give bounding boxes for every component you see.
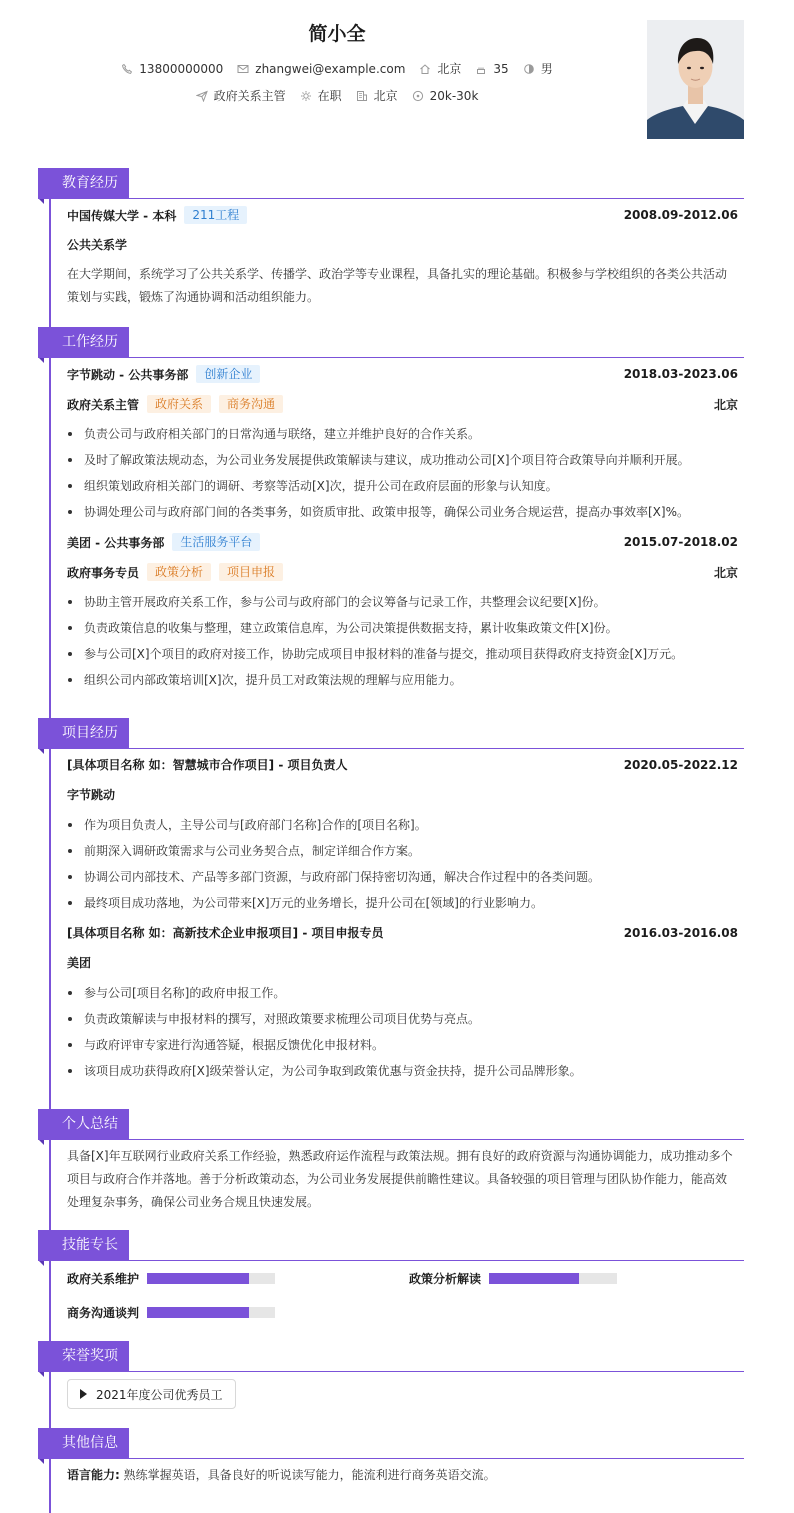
phone-icon [121,63,133,75]
list-item: 最终项目成功落地，为公司带来[X]万元的业务增长，提升公司在[领域]的行业影响力。 [67,890,738,916]
skill-name: 商务沟通谈判 [67,1306,140,1320]
project-name: [具体项目名称 如：智慧城市合作项目] - 项目负责人 [67,758,348,772]
section-rule [38,1458,744,1459]
project-org: 字节跳动 [67,788,116,802]
list-item: 负责政策解读与申报材料的撰写，对照政策要求梳理公司项目优势与亮点。 [67,1006,738,1032]
send-icon [196,90,208,102]
project-period: 2020.05-2022.12 [623,757,738,772]
section-projects [38,718,744,749]
city-text: 北京 [437,62,462,76]
list-item: 作为项目负责人，主导公司与[政府部门名称]合作的[项目名称]。 [67,812,738,838]
skill-bar [147,1273,275,1284]
list-item: 及时了解政策法规动态，为公司业务发展提供政策解读与建议，成功推动公司[X]个项目符合政策导向并顺利开展。 [67,447,738,473]
section-title: 技能专长 [38,1230,129,1260]
mail-icon [237,63,249,75]
skill-item [67,1304,275,1321]
play-triangle-icon [80,1389,87,1399]
section-rule [38,198,744,199]
age-icon [475,63,487,75]
project-header [67,924,738,941]
gender-text: 男 [540,62,553,76]
city-info [419,60,461,77]
contact-row [0,60,674,77]
section-honors [38,1341,744,1372]
section-rule [38,1260,744,1261]
other-info [67,1466,496,1483]
section-title: 教育经历 [38,168,129,198]
company-tag: 创新企业 [196,365,260,383]
project-org: 美团 [67,956,92,970]
building-icon [356,90,368,102]
gender-info [523,60,553,77]
list-item: 与政府评审专家进行沟通答疑，根据反馈优化申报材料。 [67,1032,738,1058]
email-text: zhangwei@example.com [255,61,406,76]
skill-bar-fill [147,1307,249,1318]
list-item: 参与公司[X]个项目的政府对接工作，协助完成项目申报材料的准备与提交，推动项目获得政府支持资金[X]万元。 [67,641,738,667]
section-work [38,327,744,358]
skill-bar-fill [147,1273,249,1284]
list-item: 组织公司内部政策培训[X]次，提升员工对政策法规的理解与应用能力。 [67,667,738,693]
company-name: 美团 - 公共事务部 [67,535,165,550]
list-item: 前期深入调研政策需求与公司业务契合点，制定详细合作方案。 [67,838,738,864]
project-org-row [67,786,738,803]
other-label: 语言能力: [67,1468,120,1482]
section-skills [38,1230,744,1261]
school-name: 中国传媒大学 - 本科 [67,208,177,223]
section-title: 项目经历 [38,718,129,748]
section-rule [38,748,744,749]
section-title: 工作经历 [38,327,129,357]
job-tag: 商务沟通 [219,395,283,413]
skill-name: 政府关系维护 [67,1272,140,1286]
job-tag: 政策分析 [147,563,211,581]
education-header [67,206,738,224]
gender-icon [523,63,535,75]
role-info [196,87,286,104]
section-rule [38,1371,744,1372]
salary-text: 20k-30k [429,88,479,103]
phone-info [121,62,223,76]
job-location: 北京 [713,565,738,580]
project-name: [具体项目名称 如：高新技术企业申报项目] - 项目申报专员 [67,926,384,940]
job-title: 政府关系主管 [67,397,140,412]
skill-name: 政策分析解读 [409,1272,482,1286]
skill-bar-fill [489,1273,579,1284]
list-item: 负责公司与政府相关部门的日常沟通与联络，建立并维护良好的合作关系。 [67,421,738,447]
project-header [67,756,738,773]
project-bullets [67,812,738,916]
job-title: 政府事务专员 [67,565,140,580]
section-rule [38,357,744,358]
school-tag: 211工程 [184,206,247,224]
project-org-row [67,954,738,971]
work-header [67,533,738,551]
email-info [237,62,405,76]
section-rule [38,1139,744,1140]
list-item: 协调处理公司与政府部门间的各类事务，如资质审批、政策申报等，确保公司业务合规运营，提高办事效率[X]%。 [67,499,738,525]
section-other [38,1428,744,1459]
skill-bar [147,1307,275,1318]
honor-text: 2021年度公司优秀员工 [96,1387,223,1402]
section-summary [38,1109,744,1140]
salary-icon [412,90,424,102]
work-period: 2015.07-2018.02 [623,535,738,549]
project-period: 2016.03-2016.08 [623,925,738,940]
status-info [300,87,342,104]
age-text: 35 [493,61,509,76]
target-city-text: 北京 [373,89,398,103]
section-title: 个人总结 [38,1109,129,1139]
age-info [475,62,508,76]
list-item: 负责政策信息的收集与整理，建立政策信息库，为公司决策提供数据支持，累计收集政策文件[X]份。 [67,615,738,641]
section-title: 其他信息 [38,1428,129,1458]
list-item: 组织策划政府相关部门的调研、考察等活动[X]次，提升公司在政府层面的形象与认知度。 [67,473,738,499]
status-icon [300,90,312,102]
list-item: 协助主管开展政府关系工作，参与公司与政府部门的会议筹备与记录工作，共整理会议纪要[X]份。 [67,589,738,615]
work-title-row [67,563,738,581]
section-education [38,168,744,199]
phone-text: 13800000000 [139,61,224,76]
work-bullets [67,421,738,525]
role-text: 政府关系主管 [213,89,286,103]
target-city-info [356,87,398,104]
summary-text: 具备[X]年互联网行业政府关系工作经验，熟悉政府运作流程与政策法规。拥有良好的政府资源与沟通协调能力，成功推动多个项目与政府合作并落地。善于分析政策动态，为公司业务发展提供前瞻性建议。具备较强的项目管理与团队协作能力，能高效处理复杂事务，确保公司业务合规且快速发展。 [67,1149,733,1209]
work-bullets [67,589,738,693]
skill-item [67,1270,275,1287]
section-title: 荣誉奖项 [38,1341,129,1371]
profile-photo [647,20,744,139]
company-name: 字节跳动 - 公共事务部 [67,367,189,382]
intent-row [0,87,674,104]
salary-info [412,89,479,103]
project-bullets [67,980,738,1084]
list-item: 协调公司内部技术、产品等多部门资源，与政府部门保持密切沟通，解决合作过程中的各类问题。 [67,864,738,890]
timeline-line [49,168,51,1513]
candidate-name: 简小全 [308,23,366,45]
list-item: 参与公司[项目名称]的政府申报工作。 [67,980,738,1006]
job-tag: 项目申报 [219,563,283,581]
company-tag: 生活服务平台 [172,533,260,551]
skill-item [409,1270,617,1287]
job-location: 北京 [713,397,738,412]
job-tag: 政府关系 [147,395,211,413]
education-period: 2008.09-2012.06 [623,208,738,222]
work-period: 2018.03-2023.06 [623,367,738,381]
home-icon [419,63,431,75]
skill-bar [489,1273,617,1284]
status-text: 在职 [317,89,342,103]
other-value: 熟练掌握英语，具备良好的听说读写能力，能流利进行商务英语交流。 [123,1468,496,1482]
education-description: 在大学期间，系统学习了公共关系学、传播学、政治学等专业课程，具备扎实的理论基础。积极参与学校组织的各类公共活动策划与实践，锻炼了沟通协调和活动组织能力。 [67,267,728,304]
list-item: 该项目成功获得政府[X]级荣誉认定，为公司争取到政策优惠与资金扶持，提升公司品牌形象。 [67,1058,738,1084]
major-name: 公共关系学 [67,238,128,252]
honor-item[interactable] [67,1379,236,1409]
work-header [67,365,738,383]
work-title-row [67,395,738,413]
education-major-row [67,236,738,253]
